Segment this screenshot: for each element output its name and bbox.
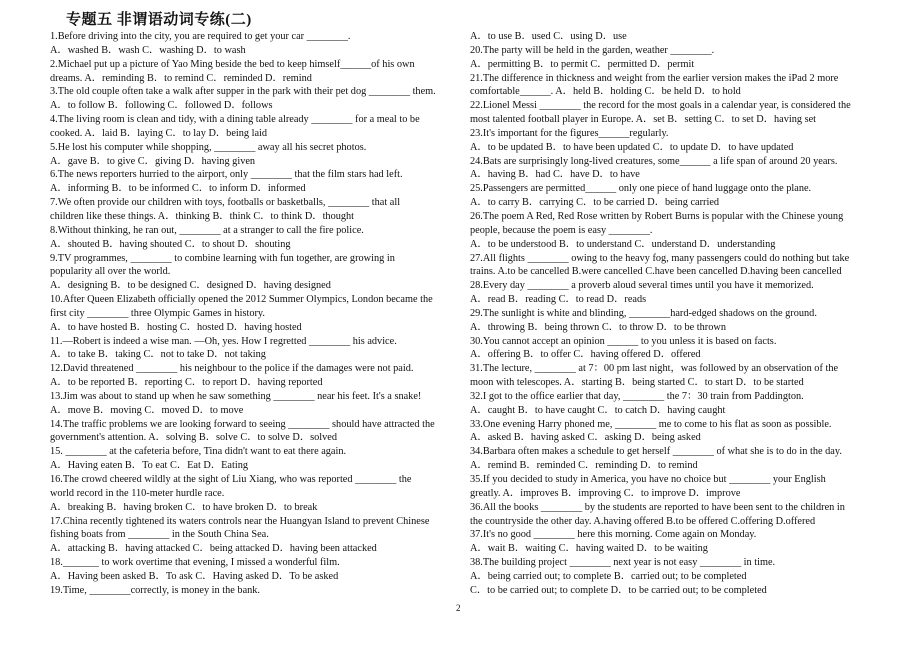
question-line: 29.The sunlight is white and blinding, ________hard-edged shadows on the ground.: [470, 307, 817, 319]
options-line: people, because the poem is easy ________.: [470, 224, 653, 236]
question-line: 24.Bats are surprisingly long-lived creatures, some______ a life span of around 20 years.: [470, 155, 838, 167]
question-line: 13.Jim was about to stand up when he saw something ________ near his feet. It's a snake!: [50, 390, 422, 402]
options-line: A．to be reported B．reporting C．to report D．having reported: [50, 377, 323, 389]
question-line: 8.Without thinking, he ran out, ________ at a stranger to call the fire police.: [50, 224, 364, 236]
question-line: 17.China recently tightened its waters controls near the Huangyan Island to prevent Chinese: [50, 515, 430, 527]
left-column: [50, 30, 452, 598]
options-line: A．to carry B．carrying C．to be carried D．being carried: [470, 197, 720, 209]
options-line: A．to have hosted B．hosting C．hosted D．having hosted: [50, 321, 302, 333]
options-line: moon with telescopes. A．starting B．being started C．to start D．to be started: [470, 377, 804, 389]
options-line: children like these things. A．thinking B．think C．to think D．thought: [50, 210, 355, 222]
options-line: A．breaking B．having broken C．to have broken D．to break: [50, 501, 318, 513]
options-line: trains. A.to be cancelled B.were cancelled C.have been cancelled D.having been cancelled: [470, 266, 842, 278]
options-line: A．move B．moving C．moved D．to move: [50, 404, 244, 416]
options-line: A．to be updated B．to have been updated C．to update D．to have updated: [470, 141, 794, 153]
question-line: 7.We often provide our children with toys, footballs or basketballs, ________ that all: [50, 197, 401, 209]
options-line: A．read B．reading C．to read D．reads: [470, 294, 647, 306]
question-line: 28.Every day ________ a proverb aloud several times until you have it memorized.: [470, 280, 814, 292]
options-line: cooked. A．laid B．laying C．to lay D．being laid: [50, 127, 268, 139]
options-line: A．designing B．to be designed C．designed D．having designed: [50, 280, 331, 292]
options-line: A．remind B．reminded C．reminding D．to remind: [470, 460, 698, 472]
right-column: [470, 30, 872, 598]
question-line: 27.All flights ________ owing to the heavy fog, many passengers could do nothing but take: [470, 252, 850, 264]
question-line: 6.The news reporters hurried to the airport, only ________ that the film stars had left.: [50, 169, 403, 181]
options-line: dreams. A．reminding B．to remind C．reminded D．remind: [50, 72, 312, 84]
question-line: 3.The old couple often take a walk after supper in the park with their pet dog ________ them.: [50, 86, 436, 98]
options-line: A．permitting B．to permit C．permitted D．permit: [470, 58, 695, 70]
options-line: A．shouted B．having shouted C．to shout D．shouting: [50, 238, 291, 250]
options-line: first city ________ three Olympic Games in history.: [50, 307, 265, 319]
options-line: A．wait B．waiting C．having waited D．to be waiting: [470, 543, 708, 555]
options-line: C．to be carried out; to complete D．to be carried out; to be completed: [470, 584, 767, 596]
question-line: 15. ________ at the cafeteria before, Tina didn't want to eat there again.: [50, 446, 347, 458]
question-line: 20.The party will be held in the garden, weather ________.: [470, 44, 715, 56]
question-line: 5.He lost his computer while shopping, ________ away all his secret photos.: [50, 141, 367, 153]
question-line: 34.Barbara often makes a schedule to get herself ________ of what she is to do in the day.: [470, 446, 842, 458]
question-line: 9.TV programmes, ________ to combine learning with fun together, are growing in: [50, 252, 395, 264]
options-line: government's attention. A．solving B．solve C．to solve D．solved: [50, 432, 338, 444]
question-line: 26.The poem A Red, Red Rose written by Robert Burns is popular with the Chinese young: [470, 210, 844, 222]
options-line: A．offering B．to offer C．having offered D．offered: [470, 349, 701, 361]
options-line: comfortable______. A．held B．holding C．be held D．to hold: [470, 86, 741, 98]
question-line: 37.It's no good ________ here this morning. Come again on Monday.: [470, 529, 757, 541]
options-line: most talented football player in Europe. A．set B．setting C．to set D．having set: [470, 114, 817, 126]
question-line: 31.The lecture, ________ at 7：00 pm last night，was followed by an observation of the: [470, 363, 839, 375]
options-line: A．washed B．wash C．washing D．to wash: [50, 44, 246, 56]
question-line: 33.One evening Harry phoned me, ________ me to come to his flat as soon as possible.: [470, 418, 832, 430]
options-line: A．to be understood B．to understand C．understand D．understanding: [470, 238, 776, 250]
options-line: A．informing B．to be informed C．to inform D．informed: [50, 183, 306, 195]
options-line: A．to follow B．following C．followed D．follows: [50, 100, 273, 112]
question-line: 12.David threatened ________ his neighbour to the police if the damages were not paid.: [50, 363, 414, 375]
question-line: 35.If you decided to study in America, you have no choice but ________ your English: [470, 474, 826, 485]
question-line: 11.—Robert is indeed a wise man. —Oh, yes. How I regretted ________ his advice.: [50, 335, 397, 347]
options-line: A．attacking B．having attacked C．being attacked D．having been attacked: [50, 543, 377, 555]
question-line: 2.Michael put up a picture of Yao Ming beside the bed to keep himself______of his own: [50, 58, 415, 70]
question-line: 18._______ to work overtime that evening, I missed a wonderful film.: [50, 557, 340, 569]
options-line: A．having B．had C．have D．to have: [470, 169, 640, 181]
question-line: 4.The living room is clean and tidy, with a dining table already ________ for a meal to be: [50, 114, 420, 126]
options-line: popularity all over the world.: [50, 266, 171, 278]
question-line: 10.After Queen Elizabeth officially opened the 2012 Summer Olympics, London became the: [50, 294, 433, 306]
question-line: 32.I got to the office earlier that day, ________ the 7：30 train from Paddington.: [470, 390, 804, 402]
options-line: A．asked B．having asked C．asking D．being asked: [470, 432, 701, 444]
options-line: A．to use B．used C．using D．use: [470, 31, 627, 42]
worksheet-title: 专题五 非谓语动词专练(二): [66, 12, 252, 28]
options-line: fishing boats from ________ in the South China Sea.: [50, 529, 269, 541]
options-line: A．gave B．to give C．giving D．having given: [50, 155, 256, 167]
options-line: A．being carried out; to complete B．carried out; to be completed: [470, 570, 747, 582]
options-line: A．caught B．to have caught C．to catch D．having caught: [470, 404, 726, 416]
options-line: A．throwing B．being thrown C．to throw D．to be thrown: [470, 321, 726, 333]
question-line: 36.All the books ________ by the students are reported to have been sent to the children in: [470, 501, 845, 513]
question-line: 16.The crowd cheered wildly at the sight of Liu Xiang, who was reported ________ the: [50, 474, 412, 485]
page-number: 2: [456, 603, 461, 613]
options-line: world record in the 110-meter hurdle race.: [50, 487, 225, 499]
question-line: 38.The building project ________ next year is not easy ________ in time.: [470, 557, 776, 569]
question-line: 30.You cannot accept an opinion ______ to you unless it is based on facts.: [470, 335, 777, 347]
question-line: 1.Before driving into the city, you are required to get your car ________.: [50, 31, 351, 42]
question-line: 25.Passengers are permitted______ only one piece of hand luggage onto the plane.: [470, 183, 812, 195]
options-line: A．Having been asked B．To ask C．Having asked D．To be asked: [50, 570, 339, 582]
question-line: 14.The traffic problems we are looking forward to seeing ________ should have attracted the: [50, 418, 435, 430]
question-line: 23.It's important for the figures______regularly.: [470, 127, 669, 139]
options-line: greatly. A．improves B．improving C．to improve D．improve: [470, 487, 741, 499]
options-line: the countryside the other day. A.having offered B.to be offered C.offering D.offered: [470, 515, 816, 527]
question-line: 21.The difference in thickness and weight from the earlier version makes the iPad 2 more: [470, 72, 839, 84]
options-line: A．to take B．taking C．not to take D．not taking: [50, 349, 266, 361]
question-line: 22.Lionel Messi ________ the record for the most goals in a calendar year, is considered the: [470, 100, 851, 112]
options-line: A．Having eaten B．To eat C．Eat D．Eating: [50, 460, 249, 472]
question-line: 19.Time, ________correctly, is money in the bank.: [50, 584, 261, 596]
